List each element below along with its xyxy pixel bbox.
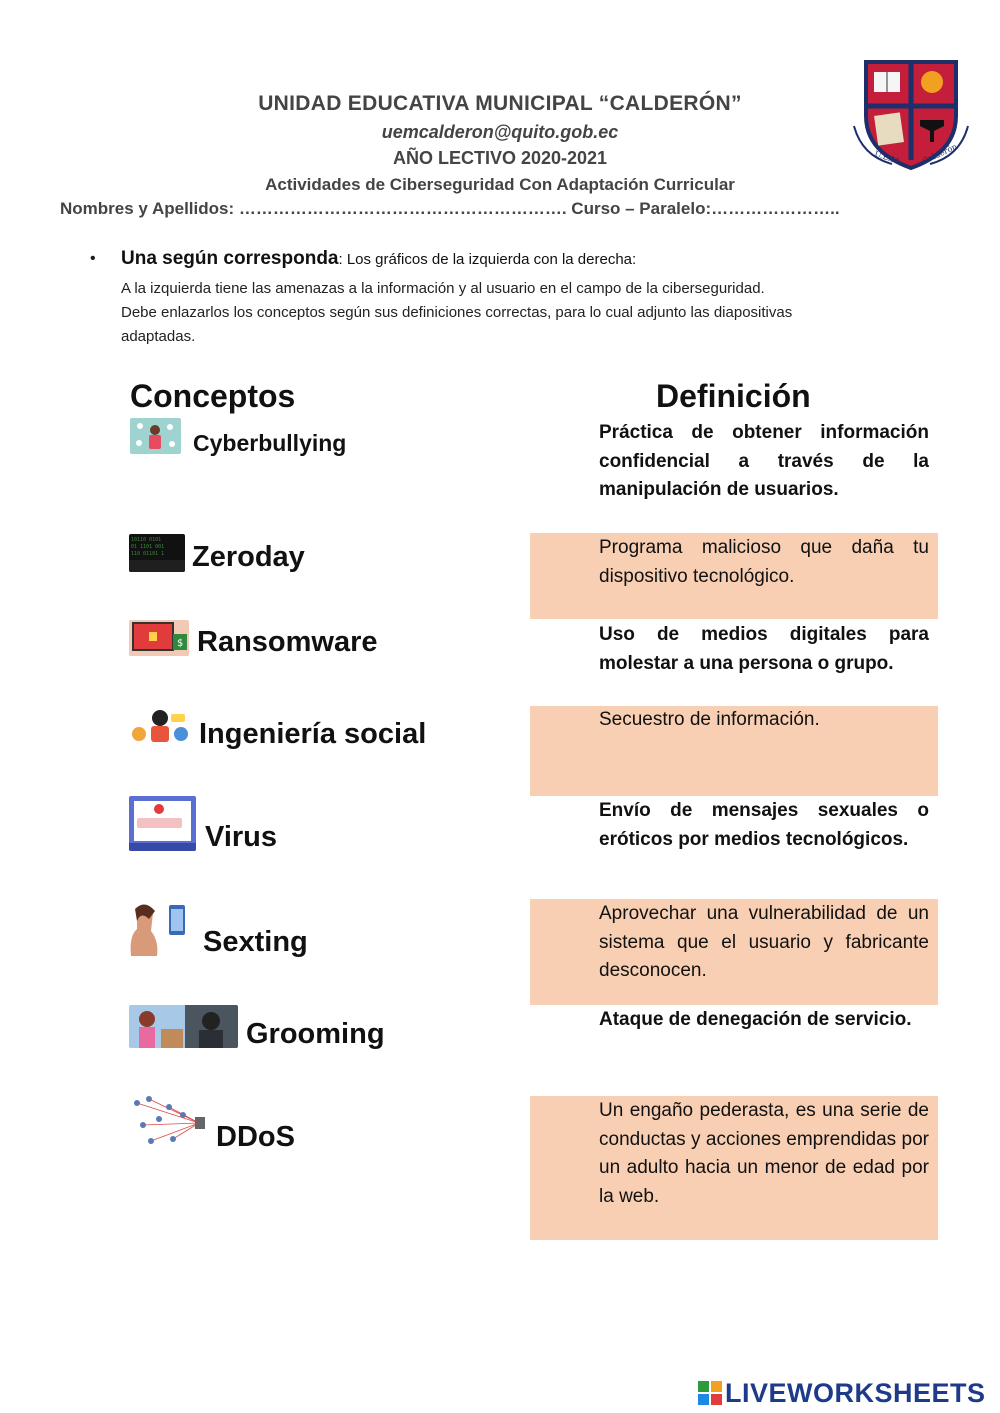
instruction-line-1: A la izquierda tiene las amenazas a la información y al usuario en el campo de la ciberseguridad. <box>121 280 765 297</box>
concept-ddos[interactable]: DDoS <box>216 1121 295 1153</box>
concept-cyberbullying[interactable]: Cyberbullying <box>193 430 347 456</box>
zeroday-icon <box>129 534 185 572</box>
svg-text:Calderón: Calderón <box>921 141 959 166</box>
ddos-icon <box>129 1095 209 1150</box>
svg-text:01 1101 001: 01 1101 001 <box>131 544 165 550</box>
svg-text:10110 0101: 10110 0101 <box>131 537 162 543</box>
social-engineering-icon <box>129 706 191 748</box>
instruction-line-2: Debe enlazarlos los conceptos según sus definiciones correctas, para lo cual adjunto las diapositivas <box>121 304 793 321</box>
liveworksheets-brand: LIVEWORKSHEETS <box>725 1377 986 1408</box>
school-email: uemcalderon@quito.gob.ec <box>381 122 619 142</box>
concepts-heading: Conceptos <box>130 378 296 414</box>
svg-text:110 01101 1: 110 01101 1 <box>131 551 165 557</box>
concept-ransomware[interactable]: Ransomware <box>197 626 378 658</box>
definition-1[interactable]: Práctica de obtener información confidencial a través de la manipulación de usuarios. <box>599 422 929 500</box>
school-year: AÑO LECTIVO 2020-2021 <box>392 148 608 168</box>
concept-social-engineering[interactable]: Ingeniería social <box>199 718 427 750</box>
grooming-icon <box>129 1005 238 1048</box>
liveworksheets-mark-icon <box>697 1380 723 1406</box>
bullet: • <box>90 250 96 267</box>
concept-zeroday[interactable]: Zeroday <box>192 541 305 573</box>
definition-4[interactable]: Secuestro de información. <box>599 709 820 730</box>
sexting-icon <box>129 901 189 956</box>
definition-7[interactable]: Ataque de denegación de servicio. <box>599 1009 912 1030</box>
concept-sexting[interactable]: Sexting <box>203 926 308 958</box>
cyberbullying-icon <box>130 418 181 454</box>
svg-text:$: $ <box>177 638 184 649</box>
concept-grooming[interactable]: Grooming <box>246 1018 385 1050</box>
definition-5[interactable]: Envío de mensajes sexuales o eróticos por medios tecnológicos. <box>599 800 929 850</box>
definition-2[interactable]: Programa malicioso que daña tu dispositivo tecnológico. <box>599 537 929 587</box>
definitions-heading: Definición <box>656 378 811 414</box>
school-name: UNIDAD EDUCATIVA MUNICIPAL “CALDERÓN” <box>258 92 742 115</box>
liveworksheets-logo <box>697 1376 986 1410</box>
activity-title: Actividades de Ciberseguridad Con Adaptación Curricular <box>265 175 735 194</box>
school-crest-logo <box>852 56 970 172</box>
svg-text:U.E.M: U.E.M <box>873 149 901 166</box>
concept-virus[interactable]: Virus <box>205 821 278 853</box>
instruction-title: Una según corresponda: Los gráficos de la izquierda con la derecha: <box>121 248 637 269</box>
virus-icon <box>129 796 196 851</box>
definition-6[interactable]: Aprovechar una vulnerabilidad de un sistema que el usuario y fabricante desconocen. <box>599 903 929 981</box>
definition-8[interactable]: Un engaño pederasta, es una serie de conductas y acciones emprendidas por un adulto hacia un menor de edad por la web. <box>599 1100 929 1207</box>
instruction-line-3: adaptadas. <box>121 328 196 345</box>
definition-3[interactable]: Uso de medios digitales para molestar a una persona o grupo. <box>599 624 929 674</box>
names-line: Nombres y Apellidos: …………………………………………………. Curso – Paralelo:………………….. <box>60 199 840 218</box>
ransomware-icon <box>129 620 189 656</box>
